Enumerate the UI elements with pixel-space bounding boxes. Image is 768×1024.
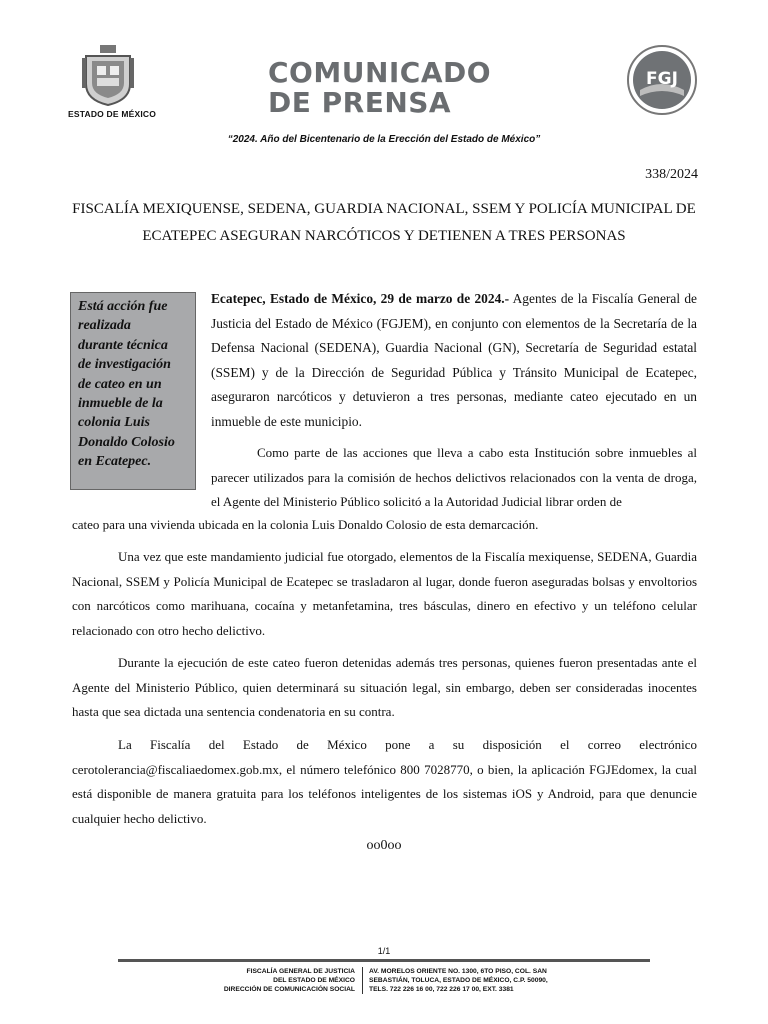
headline-line-2: ECATEPEC ASEGURAN NARCÓTICOS Y DETIENEN A TRES PERSONAS: [142, 228, 626, 244]
highlight-line: inmueble de la: [78, 396, 163, 412]
bulletin-number: 338/2024: [645, 167, 698, 182]
page-number: 1/1: [377, 946, 391, 956]
estado-de-mexico-caption: ESTADO DE MÉXICO: [68, 109, 157, 119]
paragraph-1: [211, 287, 697, 434]
footer-right-line: AV. MORELOS ORIENTE NO. 1300, 6TO PISO, COL. SAN: [369, 968, 547, 975]
footer-right-line: SEBASTIÁN, TOLUCA, ESTADO DE MÉXICO, C.P. 50090,: [369, 977, 548, 984]
footer-institution: [224, 967, 355, 994]
highlight-line: Está acción fue: [78, 299, 168, 314]
paragraph-5: La Fiscalía del Estado de México pone a su disposición el correo electrónico cerotolerancia@fiscaliaedomex.gob.mx, el número telefónico 800 7028770, o bien, la aplicación FGJEdomex, la cual está disponible de manera gratuita para los teléfonos inteligentes de los sistemas iOS y Android, para que denuncie cualquier hecho delictivo.: [72, 737, 697, 826]
paragraph-3: Una vez que este mandamiento judicial fue otorgado, elementos de la Fiscalía mexiquense, SEDENA, Guardia Nacional, SSEM y Policía Municipal de Ecatepec se trasladaron al lugar, donde fueron aseguradas bolsas y envoltorios con narcóticos como marihuana, cocaína y metanfetamina, tres básculas, dinero en efectivo y un teléfono celular relacionado con otro hecho delictivo.: [72, 549, 697, 638]
highlight-line: de cateo en un: [78, 376, 162, 392]
coat-of-arms-icon: [80, 44, 136, 106]
headline-line-1: FISCALÍA MEXIQUENSE, SEDENA, GUARDIA NACIONAL, SSEM Y POLICÍA MUNICIPAL DE: [72, 201, 696, 217]
highlight-line: Donaldo Colosio: [78, 434, 175, 450]
paragraph-4: Durante la ejecución de este cateo fueron detenidas además tres personas, quienes fueron presentadas ante el Agente del Ministerio Público, quien determinará su situación legal, sin embargo, deben ser consideradas inocentes hasta que sea dictada una sentencia condenatoria en su contra.: [72, 655, 697, 719]
highlight-line: durante técnica: [78, 337, 168, 353]
fgj-badge-icon: [626, 44, 698, 116]
footer-left-line: DIRECCIÓN DE COMUNICACIÓN SOCIAL: [223, 986, 355, 993]
fgj-logo: [626, 44, 698, 116]
fgj-logo-text: FGJ: [646, 69, 678, 89]
footer-address: [369, 967, 548, 994]
highlight-line: colonia Luis: [78, 415, 150, 431]
end-separator: oo0oo: [366, 838, 402, 853]
footer-divider: [118, 959, 650, 962]
highlight-line: de investigación: [78, 357, 171, 373]
paragraph-2-continued: cateo para una vivienda ubicada en la colonia Luis Donaldo Colosio de esta demarcación.: [72, 517, 539, 532]
footer-left-line: FISCALÍA GENERAL DE JUSTICIA: [246, 968, 355, 975]
paragraph-2: Como parte de las acciones que lleva a cabo esta Institución sobre inmuebles al parecer utilizados para la comisión de hechos delictivos relacionados con la venta de droga, el Agente del Ministerio Público solicitó a la Autoridad Judicial librar orden de: [211, 445, 697, 509]
title-line-1: COMUNICADO: [268, 56, 492, 89]
highlight-line: realizada: [78, 318, 131, 334]
highlight-line: en Ecatepec.: [78, 454, 152, 470]
estado-de-mexico-logo: [68, 44, 157, 119]
footer-left-line: DEL ESTADO DE MÉXICO: [273, 977, 355, 984]
year-motto: “2024. Año del Bicentenario de la Erección del Estado de México”: [227, 134, 541, 145]
paragraph-1-body: Agentes de la Fiscalía General de Justicia del Estado de México (FGJEM), en conjunto con elementos de la Secretaría de la Defensa Nacional (SEDENA), Guardia Nacional (GN), Secretaría de Seguridad estatal (SSEM) y de la Dirección de Seguridad Pública y Tránsito Municipal de Ecatepec, aseguraron narcóticos y detuvieron a tres personas, mediante cateo ejecutado en un inmueble de este municipio.: [211, 291, 697, 429]
footer-right-line: TELS. 722 226 16 00, 722 226 17 00, EXT. 3381: [369, 986, 514, 993]
page-title: [268, 58, 491, 118]
highlight-box: [70, 292, 196, 490]
title-line-2: DE PRENSA: [268, 86, 452, 119]
headline: [72, 196, 696, 250]
dateline: Ecatepec, Estado de México, 29 de marzo de 2024.-: [211, 291, 510, 306]
footer-vertical-divider: [362, 967, 363, 994]
